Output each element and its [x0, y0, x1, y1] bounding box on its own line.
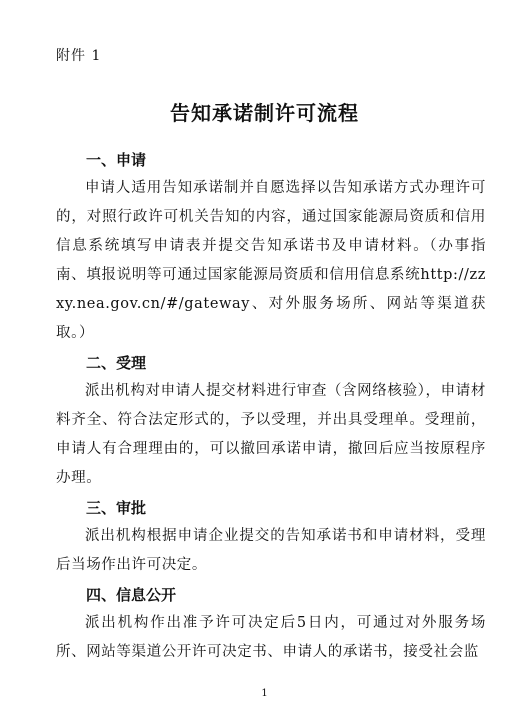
section-heading: 三、审批 — [86, 499, 147, 517]
section-application — [56, 148, 486, 348]
section-acceptance — [56, 351, 486, 493]
section-paragraph: 派出机构作出准予许可决定后5日内，可通过对外服务场所、网站等渠道公开许可决定书、申请人的承诺书，接受社会监 — [56, 615, 486, 660]
page-title: 告知承诺制许可流程 — [170, 101, 359, 125]
document-body — [56, 148, 486, 670]
attachment-label: 附件 1 — [56, 48, 102, 64]
section-heading: 二、受理 — [86, 354, 147, 372]
section-heading: 四、信息公开 — [86, 586, 177, 604]
section-heading: 一、申请 — [86, 151, 147, 169]
section-paragraph: 派出机构根据申请企业提交的告知承诺书和申请材料，受理后当场作出许可决定。 — [56, 528, 486, 573]
page-number: 1 — [261, 688, 268, 699]
section-approval — [56, 496, 486, 580]
section-paragraph: 申请人适用告知承诺制并自愿选择以告知承诺方式办理许可的，对照行政许可机关告知的内容，通过国家能源局资质和信用信息系统填写申请表并提交告知承诺书及申请材料。（办事指南、填报说明等可通过国家能源局资质和信用信息系统http://zzxy.nea.gov.cn/#/gateway、对外服务场所、网站等渠道获取。） — [56, 180, 486, 341]
section-paragraph: 派出机构对申请人提交材料进行审查（含网络核验），申请材料齐全、符合法定形式的，予以受理，并出具受理单。受理前，申请人有合理理由的，可以撤回承诺申请，撤回后应当按原程序办理。 — [56, 383, 486, 486]
section-disclosure — [56, 583, 486, 667]
